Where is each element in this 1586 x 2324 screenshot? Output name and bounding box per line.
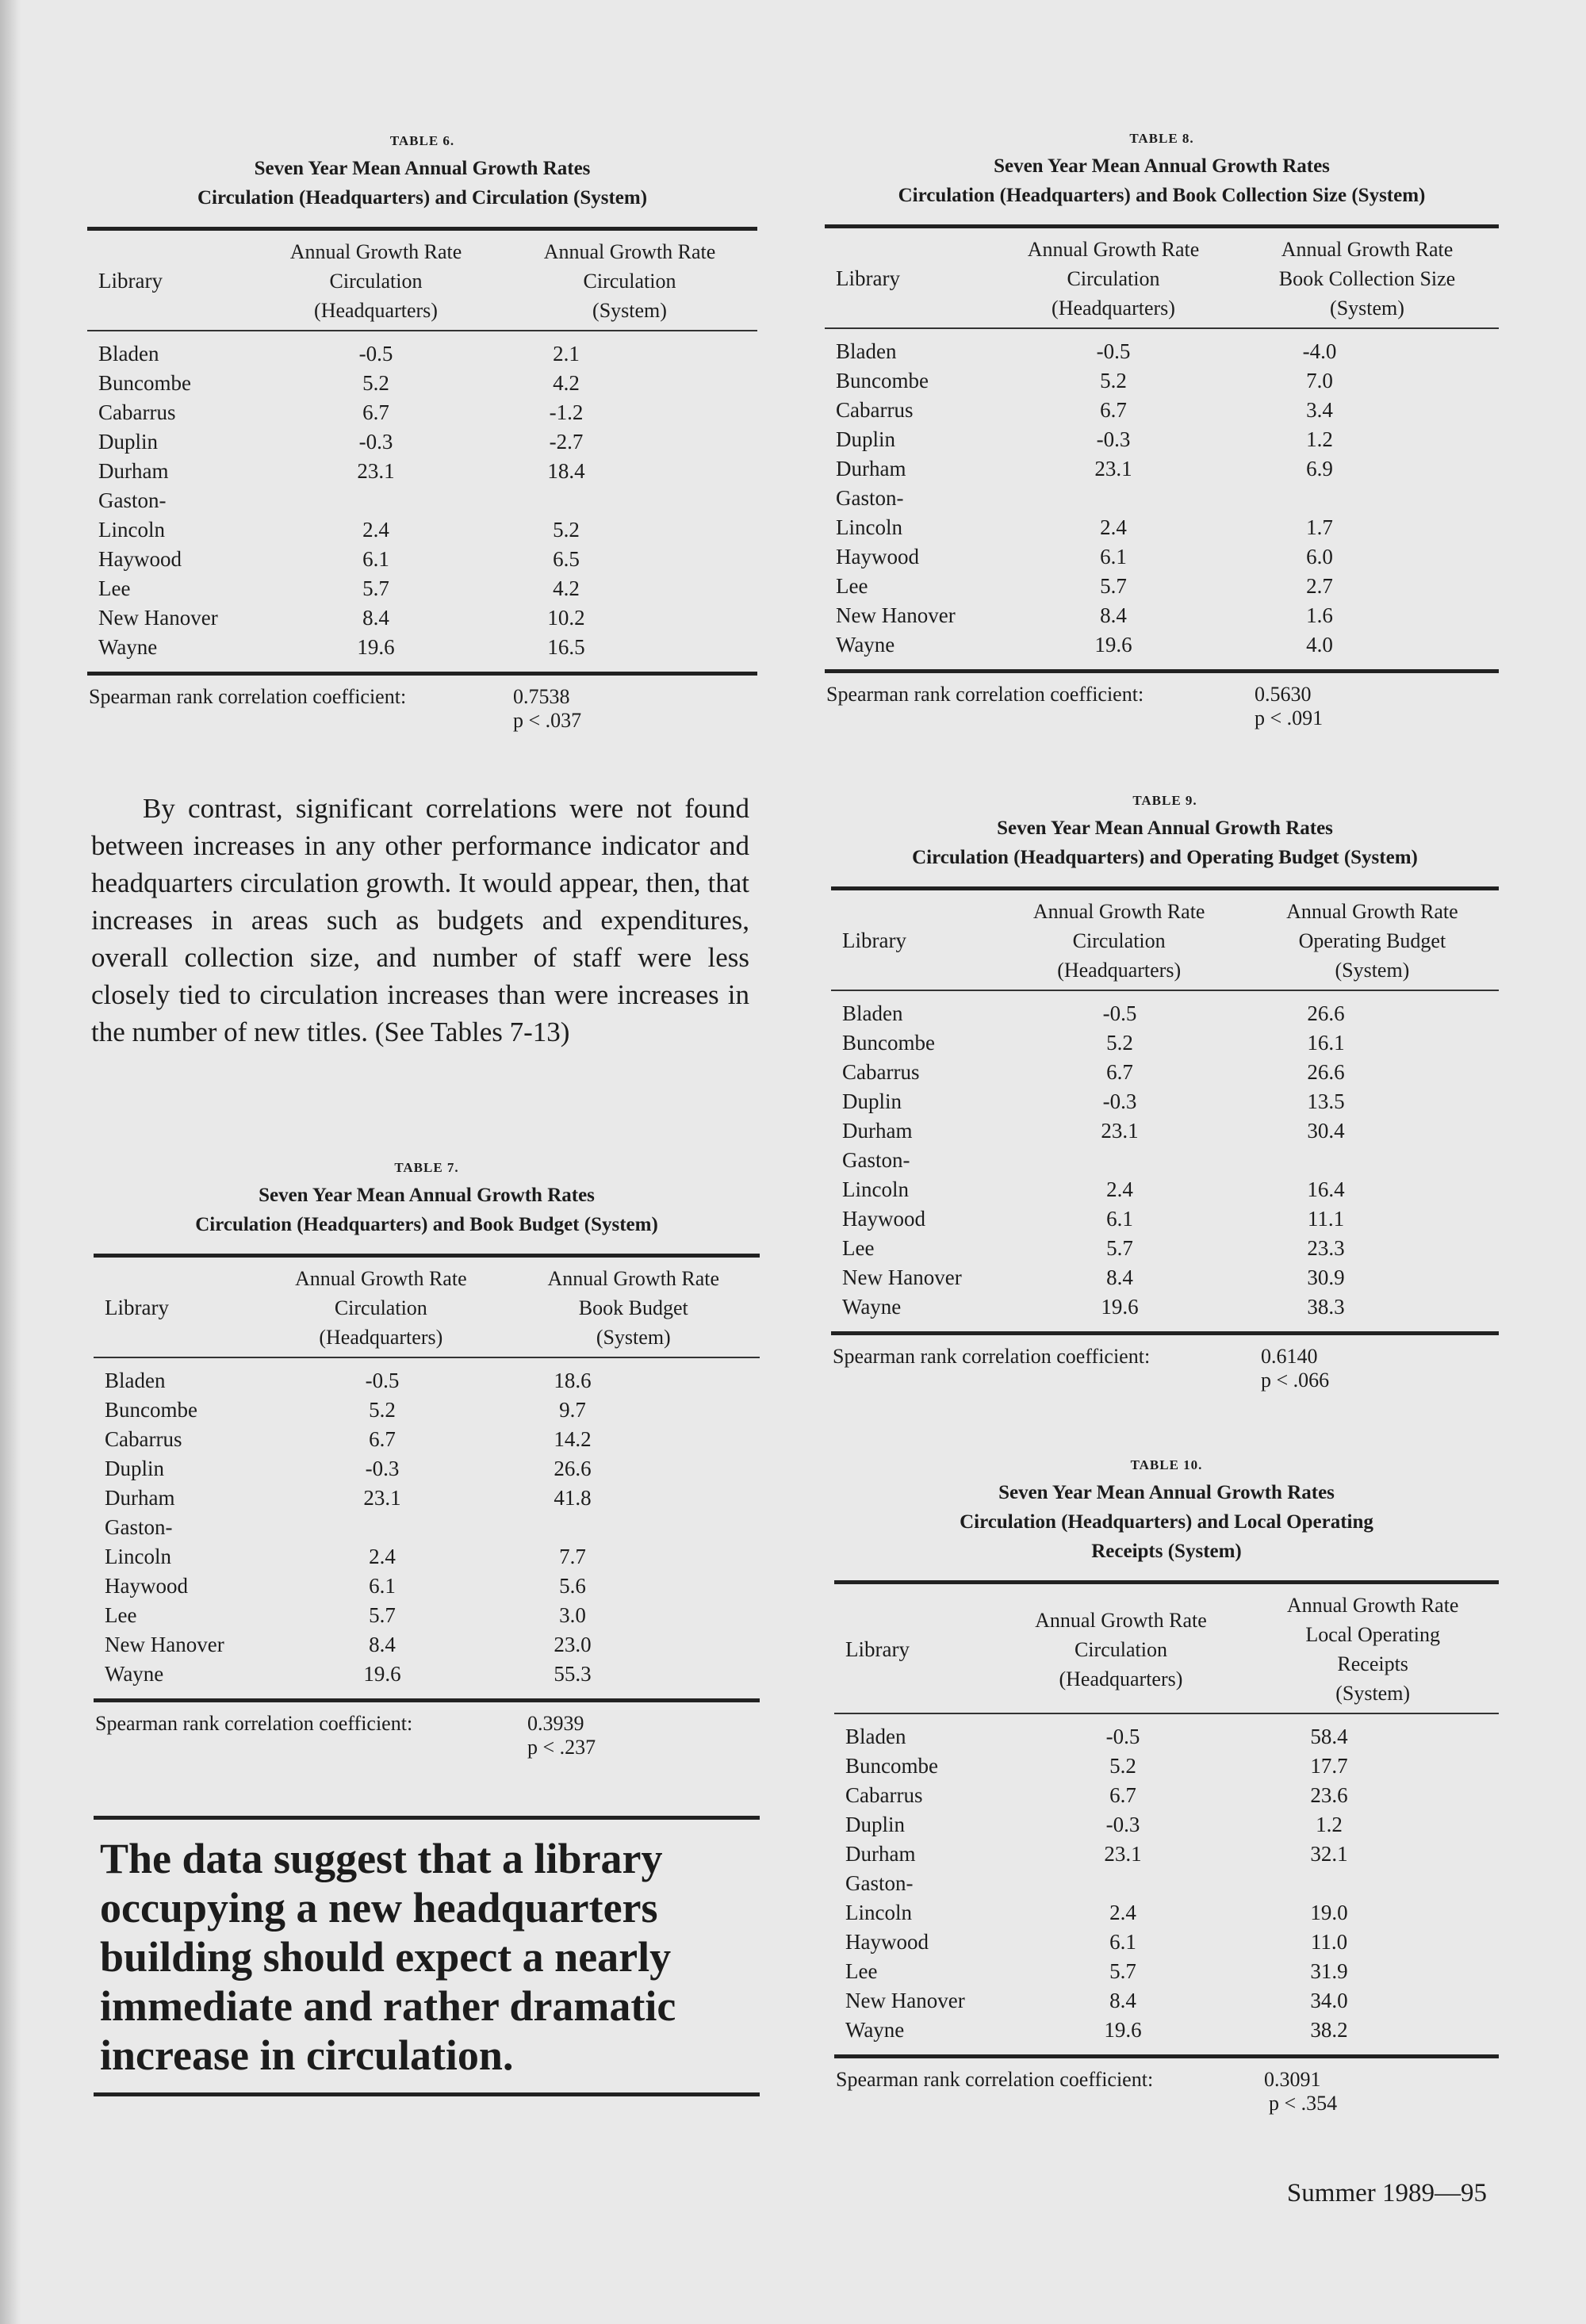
table-title: Seven Year Mean Annual Growth Rates Circulation (Headquarters) and Operating Budget (System) (912, 817, 1418, 868)
table-9 (831, 793, 1499, 1392)
table-row: Lee 5.7 3.0 (105, 1603, 586, 1627)
hq-column-header: Annual Growth Rate Circulation (Headquarters) (289, 240, 462, 322)
table-row: Lee 5.7 2.7 (836, 574, 1333, 598)
table-row: Buncombe 5.2 17.7 (845, 1754, 1348, 1778)
table-row: Haywood 6.1 5.6 (105, 1574, 586, 1598)
table-row: Duplin -0.3 -2.7 (98, 430, 584, 454)
table-row: Cabarrus 6.7 23.6 (845, 1783, 1348, 1807)
table-row: Bladen -0.5 26.6 (842, 1001, 1345, 1025)
table-row: Lee 5.7 23.3 (842, 1236, 1345, 1260)
spearman-stat: Spearman rank correlation coefficient: 0.3091 p < .354 (836, 2068, 1338, 2115)
library-column-header: Library (105, 1296, 169, 1319)
table-6 (87, 133, 757, 733)
hq-column-header: Annual Growth Rate Circulation (Headquarters) (294, 1267, 467, 1349)
system-column-header: Annual Growth Rate Circulation (System) (543, 240, 716, 322)
table-title: Seven Year Mean Annual Growth Rates Circulation (Headquarters) and Circulation (System) (197, 158, 648, 209)
table-row: Buncombe 5.2 7.0 (836, 369, 1333, 392)
table-row: Gaston- (98, 488, 167, 512)
table-row: Cabarrus 6.7 26.6 (842, 1060, 1345, 1084)
table-title: Seven Year Mean Annual Growth Rates Circulation (Headquarters) and Local Operating Receipts (System) (960, 1482, 1373, 1562)
table-header (834, 1584, 1499, 1713)
table-row: Buncombe 5.2 16.1 (842, 1031, 1345, 1055)
table-label: TABLE 7. (394, 1160, 459, 1175)
table-row: Haywood 6.1 6.0 (836, 545, 1333, 569)
table-row: Durham 23.1 30.4 (842, 1119, 1345, 1143)
body-paragraph: By contrast, significant correlations were not found between increases in any other performance indicator and headquarters circulation growth. It would appear, then, that increases in areas such as budgets and expenditures, overall collection size, and number of staff were less closely tied to circulation increases than were increases in the number of new titles. (See Tables 7-13) (91, 793, 749, 1047)
table-bottom-rule (831, 1331, 1499, 1335)
table-bottom-rule (825, 669, 1499, 673)
table-label: TABLE 10. (1130, 1457, 1203, 1472)
table-row: Haywood 6.1 6.5 (98, 547, 580, 571)
table-row: Duplin -0.3 1.2 (836, 427, 1333, 451)
table-row: New Hanover 8.4 23.0 (105, 1633, 592, 1656)
table-row: Wayne 19.6 55.3 (105, 1662, 592, 1686)
table-label: TABLE 9. (1132, 793, 1197, 808)
table-row: Lincoln 2.4 7.7 (105, 1545, 586, 1568)
page-footer: Summer 1989—95 (1286, 2179, 1487, 2207)
table-row: Gaston- (105, 1515, 173, 1539)
table-title: Seven Year Mean Annual Growth Rates Circulation (Headquarters) and Book Collection Size (System) (898, 155, 1426, 206)
table-row: Gaston- (842, 1148, 910, 1172)
table-row: Cabarrus 6.7 3.4 (836, 398, 1333, 422)
spearman-stat: Spearman rank correlation coefficient: 0.6140 p < .066 (833, 1345, 1330, 1392)
table-row: Cabarrus 6.7 14.2 (105, 1427, 592, 1451)
table-row: Durham 23.1 41.8 (105, 1486, 592, 1510)
library-column-header: Library (836, 266, 900, 290)
table-header (94, 1258, 760, 1357)
table-row: Wayne 19.6 16.5 (98, 635, 585, 659)
hq-column-header: Annual Growth Rate Circulation (Headquarters) (1035, 1608, 1207, 1690)
table-header (87, 231, 757, 330)
table-title: Seven Year Mean Annual Growth Rates Circulation (Headquarters) and Book Budget (System) (195, 1185, 658, 1235)
pull-quote-bottom-rule (94, 2092, 760, 2096)
system-column-header: Annual Growth Rate Book Budget (System) (547, 1267, 720, 1349)
table-row: New Hanover 8.4 30.9 (842, 1265, 1345, 1289)
table-header (831, 890, 1499, 990)
hq-column-header: Annual Growth Rate Circulation (Headquarters) (1032, 900, 1205, 982)
table-row: Lincoln 2.4 16.4 (842, 1177, 1345, 1201)
table-row: Cabarrus 6.7 -1.2 (98, 400, 584, 424)
system-column-header: Annual Growth Rate Local Operating Receipts (System) (1286, 1594, 1459, 1705)
table-row: Lee 5.7 31.9 (845, 1959, 1348, 1983)
table-row: Duplin -0.3 13.5 (842, 1089, 1345, 1113)
spearman-stat: Spearman rank correlation coefficient: 0.5630 p < .091 (826, 683, 1324, 729)
spearman-stat: Spearman rank correlation coefficient: 0.3939 p < .237 (95, 1712, 596, 1759)
table-bottom-rule (94, 1698, 760, 1702)
system-column-header: Annual Growth Rate Book Collection Size (System) (1278, 238, 1456, 320)
table-8 (825, 131, 1499, 730)
table-body (825, 329, 1499, 669)
table-row: Duplin -0.3 1.2 (845, 1813, 1343, 1836)
table-row: Wayne 19.6 38.3 (842, 1295, 1345, 1319)
table-row: Bladen -0.5 -4.0 (836, 339, 1337, 363)
pull-quote: The data suggest that a library occupying a new headquarters building should expect a nearly immediate and rather dramatic increase in circulation. (100, 1835, 676, 2079)
table-row: Lincoln 2.4 5.2 (98, 518, 580, 542)
library-column-header: Library (842, 928, 906, 952)
table-row: Haywood 6.1 11.1 (842, 1207, 1345, 1231)
table-label: TABLE 8. (1129, 131, 1194, 146)
table-row: Durham 23.1 6.9 (836, 457, 1333, 480)
table-10 (834, 1457, 1499, 2115)
table-row: New Hanover 8.4 34.0 (845, 1989, 1348, 2012)
table-row: Durham 23.1 18.4 (98, 459, 585, 483)
table-row: Haywood 6.1 11.0 (845, 1930, 1348, 1954)
table-row: Bladen -0.5 18.6 (105, 1369, 592, 1392)
table-label: TABLE 6. (389, 133, 455, 148)
table-row: New Hanover 8.4 10.2 (98, 606, 585, 630)
table-body (834, 1714, 1499, 2054)
hq-column-header: Annual Growth Rate Circulation (Headquarters) (1027, 238, 1200, 320)
table-row: Lincoln 2.4 19.0 (845, 1901, 1348, 1924)
table-bottom-rule (834, 2054, 1499, 2058)
spearman-stat: Spearman rank correlation coefficient: 0.7538 p < .037 (89, 685, 582, 732)
table-row: Lincoln 2.4 1.7 (836, 515, 1333, 539)
pull-quote-box (94, 1816, 760, 2096)
table-7 (94, 1160, 760, 1759)
table-row: Gaston- (845, 1871, 914, 1895)
library-column-header: Library (845, 1637, 910, 1661)
table-row: Durham 23.1 32.1 (845, 1842, 1348, 1866)
table-row: Wayne 19.6 38.2 (845, 2018, 1348, 2042)
table-row: Duplin -0.3 26.6 (105, 1457, 592, 1480)
table-row: Buncombe 5.2 9.7 (105, 1398, 586, 1422)
table-body (94, 1358, 760, 1698)
table-row: Wayne 19.6 4.0 (836, 633, 1333, 657)
table-header (825, 228, 1499, 327)
table-body (831, 991, 1499, 1331)
table-bottom-rule (87, 672, 757, 676)
table-row: Gaston- (836, 486, 904, 510)
table-body (87, 331, 757, 672)
table-row: Bladen -0.5 2.1 (98, 342, 580, 366)
page-edge-shadow (0, 0, 21, 2324)
table-row: Bladen -0.5 58.4 (845, 1725, 1348, 1748)
system-column-header: Annual Growth Rate Operating Budget (System) (1286, 900, 1458, 982)
table-row: Lee 5.7 4.2 (98, 576, 580, 600)
library-column-header: Library (98, 269, 163, 293)
table-row: Buncombe 5.2 4.2 (98, 371, 580, 395)
table-row: New Hanover 8.4 1.6 (836, 603, 1333, 627)
